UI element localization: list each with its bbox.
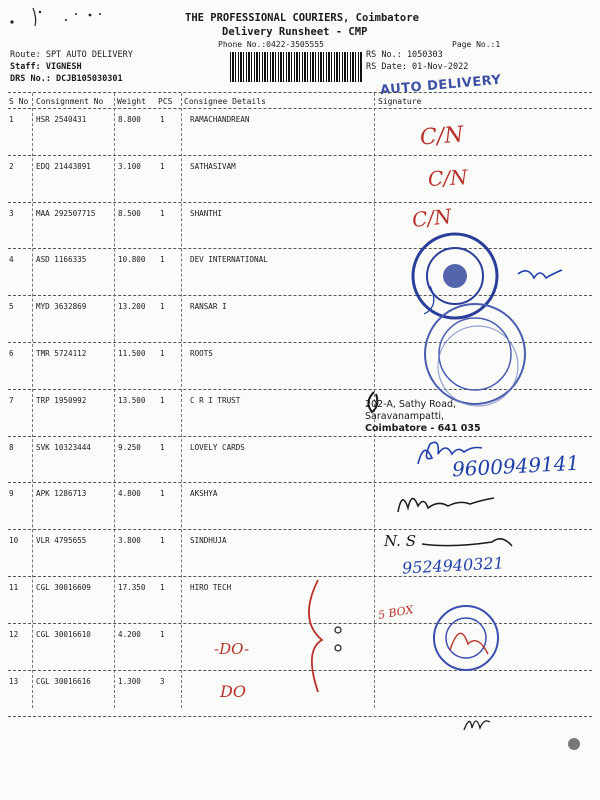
row-weight: 3.800 (118, 536, 141, 546)
roots-address-line2: Saravanampatti, (365, 411, 445, 422)
row-consignment-no: CGL 30016616 (36, 676, 91, 686)
row-sno: 3 (9, 208, 14, 218)
row-consignment-no: MYD 3632869 (36, 302, 87, 312)
row-consignee: DEV INTERNATIONAL (190, 255, 268, 265)
row-sno: 7 (9, 395, 14, 405)
row-consignee: ROOTS (190, 349, 213, 358)
signature-sindhuja (420, 528, 520, 558)
barcode (230, 52, 362, 82)
phone-handwritten-1: 9600949141 (451, 450, 580, 482)
row-consignee: RAMACHANDREAN (190, 115, 250, 124)
row-consignment-no: HSR 2540431 (36, 115, 87, 124)
row-consignee: AKSHYA (190, 489, 218, 499)
row-pcs: 1 (160, 583, 165, 592)
row-separator (8, 155, 592, 156)
document-title: Delivery Runsheet - CMP (222, 26, 368, 38)
row-sno: 12 (9, 629, 19, 639)
row-weight: 3.100 (118, 161, 141, 171)
row-weight: 4.800 (118, 489, 141, 499)
page-number: Page No.:1 (452, 40, 501, 49)
drs-number: DRS No.: DCJB105030301 (10, 74, 123, 84)
row-pcs: 1 (160, 302, 165, 312)
row-sno: 1 (9, 115, 14, 124)
row-consignment-no: EDQ 21443891 (36, 161, 91, 171)
scan-smudge-marks (0, 0, 140, 40)
row-separator (8, 716, 592, 717)
rs-date: RS Date: 01-Nov-2022 (366, 62, 469, 72)
box-count-note: 5 BOX (377, 603, 415, 622)
signature-akshya (392, 486, 532, 520)
row-sno: 4 (9, 255, 14, 265)
header-bottom-rule (8, 108, 592, 109)
row-sno: 5 (9, 302, 14, 312)
row-consignee: RANSAR I (190, 302, 227, 312)
header-top-rule (8, 92, 592, 93)
row-sno: 6 (9, 349, 14, 358)
row-pcs: 1 (160, 161, 165, 171)
col-signature: Signature (378, 97, 422, 106)
row-pcs: 3 (160, 676, 165, 686)
hiro-tech-stamp (430, 600, 510, 680)
company-title: THE PROFESSIONAL COURIERS, Coimbatore (185, 12, 419, 24)
ditto-mark-row12: -DO- (214, 640, 250, 658)
row-sno: 2 (9, 161, 14, 171)
row-pcs: 1 (160, 442, 165, 452)
col-sno: S No (9, 97, 29, 106)
auto-delivery-stamp: AUTO DELIVERY (379, 72, 503, 99)
row-pcs: 1 (160, 489, 165, 499)
row-sno: 11 (9, 583, 19, 592)
row-weight: 10.800 (118, 255, 146, 265)
row-consignment-no: TRP 1950992 (36, 395, 87, 405)
row-pcs: 1 (160, 349, 165, 358)
row-consignee: SINDHUJA (190, 536, 227, 546)
ditto-mark-row13: DO (220, 682, 246, 701)
row-weight: 1.300 (118, 676, 141, 686)
initials-mark (460, 706, 500, 736)
rs-number: RS No.: 1050303 (366, 50, 443, 60)
row-consignment-no: TMR 5724112 (36, 349, 87, 358)
roots-address-line1: 202-A, Sathy Road, (365, 399, 456, 410)
col-consignee: Consignee Details (184, 97, 266, 106)
row-weight: 9.250 (118, 442, 141, 452)
row-consignee: C R I TRUST (190, 395, 241, 405)
phone-number: Phone No.:0422-3505555 (218, 40, 324, 49)
staff: Staff: VIGNESH (10, 62, 82, 72)
row-weight: 13.200 (118, 302, 146, 312)
row-sno: 8 (9, 442, 14, 452)
scan-blot (560, 730, 590, 760)
signature-sindhuja-name: N. S (384, 532, 416, 550)
row-weight: 8.500 (118, 208, 141, 218)
phone-handwritten-2: 9524940321 (401, 553, 505, 578)
row-weight: 13.500 (118, 395, 146, 405)
row-weight: 4.200 (118, 629, 141, 639)
signature-cn-3: C/N (410, 203, 453, 233)
row-consignment-no: VLR 4795655 (36, 536, 87, 546)
row-pcs: 1 (160, 536, 165, 546)
row-weight: 17.350 (118, 583, 146, 592)
roots-address-line3: Coimbatore - 641 035 (365, 423, 481, 434)
route: Route: SPT AUTO DELIVERY (10, 50, 133, 60)
row-consignment-no: ASD 1166335 (36, 255, 87, 265)
row-consignee: SHANTHI (190, 208, 223, 218)
signature-cn-2: C/N (427, 164, 469, 192)
column-separator (32, 93, 33, 708)
row-sno: 9 (9, 489, 14, 499)
row-consignee: LOVELY CARDS (190, 442, 245, 452)
row-consignment-no: SVK 10323444 (36, 442, 91, 452)
column-separator (114, 93, 115, 708)
row-pcs: 1 (160, 395, 165, 405)
row-weight: 8.800 (118, 115, 141, 124)
column-separator (181, 93, 182, 708)
row-weight: 11.500 (118, 349, 146, 358)
row-sno: 10 (9, 536, 19, 546)
col-pcs: PCS (158, 97, 173, 106)
row-consignee: SATHASIVAM (190, 161, 236, 171)
ditto-brace (280, 572, 360, 702)
signature-cn-1: C/N (419, 122, 465, 151)
row-consignment-no: CGL 30016610 (36, 629, 91, 639)
row-separator (8, 202, 592, 203)
row-pcs: 1 (160, 255, 165, 265)
col-weight: Weight (117, 97, 146, 106)
row-consignment-no: CGL 30016609 (36, 583, 91, 592)
row-consignee: HIRO TECH (190, 583, 232, 592)
row-consignment-no: MAA 292507715 (36, 208, 96, 218)
row-pcs: 1 (160, 629, 165, 639)
row-pcs: 1 (160, 115, 165, 124)
row-consignment-no: APK 1286713 (36, 489, 87, 499)
col-consignment: Consignment No (36, 97, 104, 106)
row-sno: 13 (9, 676, 19, 686)
row-pcs: 1 (160, 208, 165, 218)
